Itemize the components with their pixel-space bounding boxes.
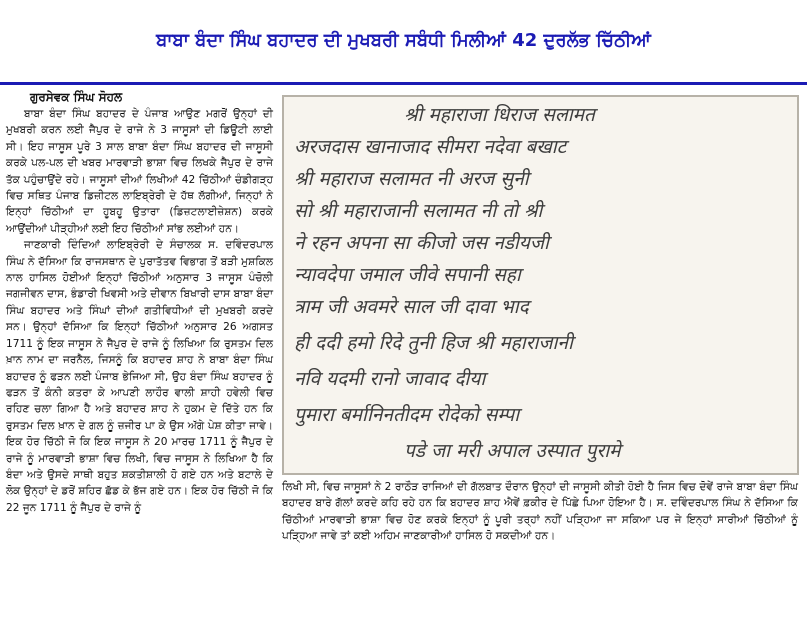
article-column-left [6,106,273,516]
manuscript-line: न्यावदेपा जमाल जीवे सपानी सहा [294,264,521,286]
manuscript-line: अरजदास खानाजाद सीमरा नदेवा बखाट [294,136,567,158]
manuscript-line: श्री महाराज सलामत नी अरज सुनी [294,168,529,190]
manuscript-line: ही ददी हमो रिदे तुनी हिज श्री महाराजानी [294,332,573,354]
manuscript-line: पुमारा बर्मानिनतीदम रोदेको सम्पा [294,404,520,426]
article-paragraph: ਲਿਖੀ ਸੀ, ਵਿਚ ਜਾਸੂਸਾਂ ਨੇ 2 ਰਾਠੌੜ ਰਾਜਿਆਂ ਦੀ ਗੱਲਬਾਤ ਦੌਰਾਨ ਉਨ੍ਹਾਂ ਦੀ ਜਾਸੂਸੀ ਕੀਤੀ ਹੋਈ ਹੈ ਜਿਸ ਵਿਚ ਦੋਵੇਂ ਰਾਜੇ ਬਾਬਾ ਬੰਦਾ ਸਿੰਘ ਬਹਾਦਰ ਬਾਰੇ ਗੱਲਾਂ ਕਰਦੇ ਕਹਿ ਰਹੇ ਹਨ ਕਿ ਬਹਾਦਰ ਸ਼ਾਹ ਐਵੇਂ ਫ਼ਕੀਰ ਦੇ ਪਿੱਛੇ ਪਿਆ ਹੋਇਆ ਹੈ। ਸ. ਦਵਿੰਦਰਪਾਲ ਸਿੰਘ ਨੇ ਦੱਸਿਆ ਕਿ ਚਿੱਠੀਆਂ ਮਾਰਵਾੜੀ ਭਾਸ਼ਾ ਵਿਚ ਹੋਣ ਕਰਕੇ ਇਨ੍ਹਾਂ ਨੂੰ ਪੂਰੀ ਤਰ੍ਹਾਂ ਨਹੀਂ ਪੜ੍ਹਿਆ ਜਾ ਸਕਿਆ ਪਰ ਜੇ ਇਨ੍ਹਾਂ ਸਾਰੀਆਂ ਚਿੱਠੀਆਂ ਨੂੰ ਪੜ੍ਹਿਆ ਜਾਵੇ ਤਾਂ ਕਈ ਅਹਿਮ ਜਾਣਕਾਰੀਆਂ ਹਾਸਿਲ ਹੋ ਸਕਦੀਆਂ ਹਨ। [282,481,798,543]
manuscript-image [282,95,799,475]
manuscript-line: ने रहन अपना सा कीजो जस नडीयजी [294,232,549,254]
article-column-right [282,479,798,545]
manuscript-line: सो श्री महाराजानी सलामत नी तो श्री [294,200,543,222]
article-paragraph: ਜਾਣਕਾਰੀ ਦਿੰਦਿਆਂ ਲਾਇਬ੍ਰੇਰੀ ਦੇ ਸੰਚਾਲਕ ਸ. ਦਵਿੰਦਰਪਾਲ ਸਿੰਘ ਨੇ ਦੱਸਿਆ ਕਿ ਰਾਜਸਥਾਨ ਦੇ ਪੁਰਾਤੱਤਵ ਵਿਭਾਗ ਤੋਂ ਬੜੀ ਮੁਸ਼ਕਿਲ ਨਾਲ ਹਾਸਿਲ ਹੋਈਆਂ ਇਨ੍ਹਾਂ ਚਿੱਠੀਆਂ ਅਨੁਸਾਰ 3 ਜਾਸੂਸ ਪੰਚੋਲੀ ਜਗਜੀਵਨ ਦਾਸ, ਭੰਡਾਰੀ ਖਿਵਸੀ ਅਤੇ ਦੀਵਾਨ ਬਿਖਾਰੀ ਦਾਸ ਬਾਬਾ ਬੰਦਾ ਸਿੰਘ ਬਹਾਦਰ ਅਤੇ ਸਿੰਘਾਂ ਦੀਆਂ ਗਤੀਵਿਧੀਆਂ ਦੀ ਮੁਖਬਰੀ ਕਰਦੇ ਸਨ। ਉਨ੍ਹਾਂ ਦੱਸਿਆ ਕਿ ਇਨ੍ਹਾਂ ਚਿੱਠੀਆਂ ਅਨੁਸਾਰ 26 ਅਗਸਤ 1711 ਨੂੰ ਇਕ ਜਾਸੂਸ ਨੇ ਜੈਪੁਰ ਦੇ ਰਾਜੇ ਨੂੰ ਲਿਖਿਆ ਕਿ ਰੁਸਤਮ ਦਿਲ ਖ਼ਾਨ ਨਾਮ ਦਾ ਜਰਨੈਲ, ਜਿਸਨੂੰ ਕਿ ਬਹਾਦਰ ਸ਼ਾਹ ਨੇ ਬਾਬਾ ਬੰਦਾ ਸਿੰਘ ਬਹਾਦਰ ਨੂੰ ਫੜਨ ਲਈ ਪੰਜਾਬ ਭੇਜਿਆ ਸੀ, ਉਹ ਬੰਦਾ ਸਿੰਘ ਬਹਾਦਰ ਨੂੰ ਫੜਨ ਤੋਂ ਕੰਨੀ ਕਤਰਾ ਕੇ ਆਪਣੀ ਲਾਹੌਰ ਵਾਲੀ ਸ਼ਾਹੀ ਹਵੇਲੀ ਵਿਚ ਰਹਿਣ ਚਲਾ ਗਿਆ ਹੈ ਅਤੇ ਬਹਾਦਰ ਸ਼ਾਹ ਨੇ ਹੁਕਮ ਦੇ ਦਿੱਤੇ ਹਨ ਕਿ ਰੁਸਤਮ ਦਿਲ ਖ਼ਾਨ ਦੇ ਗਲ ਨੂੰ ਜ਼ਜੀਰ ਪਾ ਕੇ ਉਸ ਅੱਗੇ ਪੇਸ਼ ਕੀਤਾ ਜਾਵੇ। ਇਕ ਹੋਰ ਚਿੱਠੀ ਜੋ ਕਿ ਇਕ ਜਾਸੂਸ ਨੇ 20 ਮਾਰਚ 1711 ਨੂੰ ਜੈਪੁਰ ਦੇ ਰਾਜੇ ਨੂੰ ਮਾਰਵਾੜੀ ਭਾਸ਼ਾ ਵਿਚ ਲਿਖੀ, ਵਿਚ ਜਾਸੂਸ ਨੇ ਲਿਖਿਆ ਹੈ ਕਿ ਬੰਦਾ ਅਤੇ ਉਸਦੇ ਸਾਥੀ ਬਹੁਤ ਸ਼ਕਤੀਸ਼ਾਲੀ ਹੋ ਗਏ ਹਨ ਅਤੇ ਬਟਾਲੇ ਦੇ ਲੋਕ ਉਨ੍ਹਾਂ ਦੇ ਡਰੋਂ ਸ਼ਹਿਰ ਛੱਡ ਕੇ ਭੱਜ ਗਏ ਹਨ। ਇਕ ਹੋਰ ਚਿੱਠੀ ਜੋ ਕਿ 22 ਜੂਨ 1711 ਨੂੰ ਜੈਪੁਰ ਦੇ ਰਾਜੇ ਨੂੰ [6,239,273,514]
manuscript-line: श्री महाराजा धिराज सलामत [404,104,595,126]
headline: ਬਾਬਾ ਬੰਦਾ ਸਿੰਘ ਬਹਾਦਰ ਦੀ ਮੁਖਬਰੀ ਸਬੰਧੀ ਮਿਲੀਆਂ 42 ਦੁਰਲੱਭ ਚਿੱਠੀਆਂ [156,29,651,51]
article-paragraph: ਬਾਬਾ ਬੰਦਾ ਸਿੰਘ ਬਹਾਦਰ ਦੇ ਪੰਜਾਬ ਆਉਣ ਮਗਰੋਂ ਉਨ੍ਹਾਂ ਦੀ ਮੁਖਬਰੀ ਕਰਨ ਲਈ ਜੈਪੁਰ ਦੇ ਰਾਜੇ ਨੇ 3 ਜਾਸੂਸਾਂ ਦੀ ਡਿਊਟੀ ਲਾਈ ਸੀ। ਇਹ ਜਾਸੂਸ ਪੂਰੇ 3 ਸਾਲ ਬਾਬਾ ਬੰਦਾ ਸਿੰਘ ਬਹਾਦਰ ਦੀ ਜਾਸੂਸੀ ਕਰਕੇ ਪਲ-ਪਲ ਦੀ ਖਬਰ ਮਾਰਵਾੜੀ ਭਾਸ਼ਾ ਵਿਚ ਲਿਖਕੇ ਜੈਪੁਰ ਦੇ ਰਾਜੇ ਤੱਕ ਪਹੁੰਚਾਉਂਦੇ ਰਹੇ। ਜਾਸੂਸਾਂ ਦੀਆਂ ਲਿਖੀਆਂ 42 ਚਿੱਠੀਆਂ ਚੰਡੀਗੜ੍ਹ ਵਿਚ ਸਥਿਤ ਪੰਜਾਬ ਡਿਜ਼ੀਟਲ ਲਾਇਬ੍ਰੇਰੀ ਦੇ ਹੱਥ ਲੱਗੀਆਂ, ਜਿਨ੍ਹਾਂ ਨੇ ਇਨ੍ਹਾਂ ਚਿੱਠੀਆਂ ਦਾ ਹੂਬਹੂ ਉਤਾਰਾ (ਡਿਜ਼ਟਲਾਈਜ਼ੇਸ਼ਨ) ਕਰਕੇ ਆਉਂਦੀਆਂ ਪੀੜ੍ਹੀਆਂ ਲਈ ਇਹ ਚਿੱਠੀਆਂ ਸਾਂਭ ਲਈਆਂ ਹਨ। [6,108,273,235]
manuscript-line: नवि यदमी रानो जावाद दीया [294,368,486,390]
byline: ਗੁਰਸੇਵਕ ਸਿੰਘ ਸੋਹਲ [30,90,123,104]
manuscript-line: त्राम जी अवमरे साल जी दावा भाद [294,296,529,318]
headline-divider [0,82,807,85]
manuscript-line: पडे जा मरी अपाल उस्पात पुरामे [404,440,621,462]
